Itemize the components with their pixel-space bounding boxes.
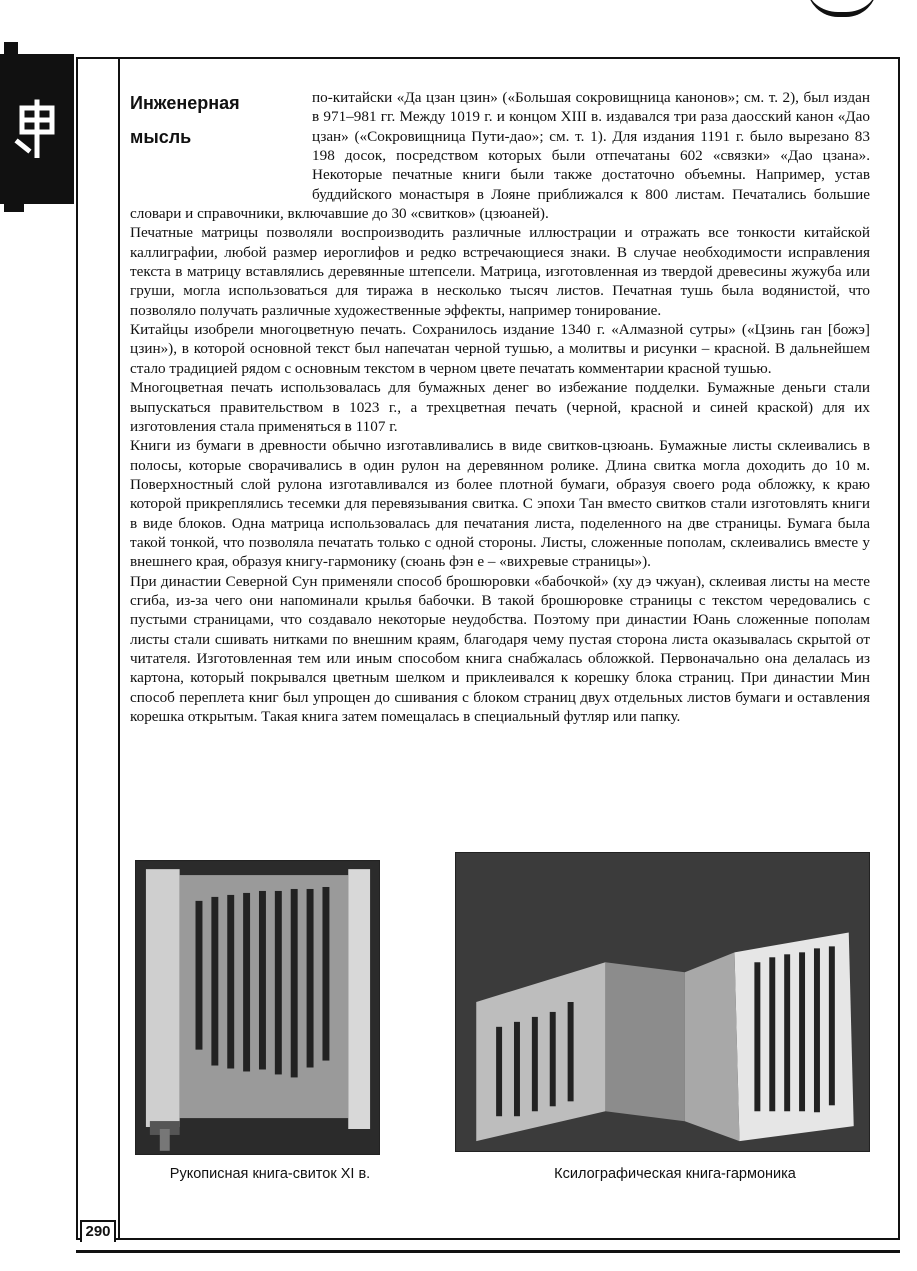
body-text [130, 88, 870, 726]
bottom-rule [76, 1250, 900, 1253]
page-corner-mark [807, 0, 877, 17]
section-title: Инженерная мысль [130, 93, 240, 147]
paragraph-1: по-китайски «Да цзан цзин» («Большая сокровищница канонов»; см. т. 2), был издан в 971–981 гг. Между 1019 г. и концом XIII в. издавался три раза даосский канон «Дао цзан» («Сокровищница Пути-дао»; см. т. 1). Для издания 1191 г. было вырезано 83 198 досок, посредством которых были отпечатаны 602 «связки» «Дао цзана». Некоторые печатные книги были также достаточно объемны. Например, устав буддийского монастыря в Лояне приближался к 800 листам. Печатались большие словари и справочники, включавшие до 30 «свитков» (цзюаней). [130, 89, 870, 223]
chinese-character-icon [14, 98, 60, 158]
tab-tick-bottom [4, 204, 24, 212]
tab-tick-top [4, 42, 18, 54]
figure-accordion-book [455, 852, 870, 1152]
margin-rule [118, 57, 120, 1240]
paragraph-3: Китайцы изобрели многоцветную печать. Сохранилось издание 1340 г. «Алмазной сутры» («Цзинь ган [божэ] цзин»), в которой основной текст был напечатан черной тушью, а молитвы и рисунки – красной. В дальнейшем стало традицией рядом с основным текстом в черном цвете печатать комментарии красной тушью. [130, 321, 870, 377]
accordion-book-photo-icon [456, 853, 869, 1151]
caption-accordion-book: Ксилографическая книга-гармоника [554, 1166, 796, 1182]
title-spacer [130, 88, 312, 204]
paragraph-2: Печатные матрицы позволяли воспроизводить различные иллюстрации и отражать все тонкости китайской каллиграфии, любой размер иероглифов и редко встречающиеся знаки. В случае необходимости исправления текста в матрицу вставлялись деревянные штепсели. Матрица, изготовленная из твердой древесины жужуба или груши, могла использоваться для тиража в несколько тысяч листов. Печатная тушь была водянистой, что позволяло получать различные художественные эффекты, например тонирование. [130, 224, 870, 319]
paragraph-4: Многоцветная печать использовалась для бумажных денег во избежание подделки. Бумажные деньги стали выпускаться правительством в 1023 г., а трехцветная печать (черной, красной и синей краской) для их изготовления стала применяться в 1107 г. [130, 379, 870, 435]
scroll-photo-icon [136, 861, 379, 1154]
caption-scroll: Рукописная книга-свиток XI в. [169, 1166, 371, 1182]
page-number: 290 [80, 1220, 116, 1242]
paragraph-6: При династии Северной Сун применяли способ брошюровки «бабочкой» (ху дэ чжуан), склеивая листы на месте сгиба, из-за чего они напоминали крылья бабочки. В такой брошюровке страницы с текстом чередовались с пустыми страницами, что создавало некоторые неудобства. Поэтому при династии Юань сложенные пополам листы стали сшивать нитками по внешним краям, благодаря чему пустая сторона листа оказывалась скрытой от читателя. Изготовленная тем или иным способом книга снабжалась обложкой. Первоначально она делалась из картона, который покрывался цветным шелком и приклеивался к корешку блока страниц. При династии Мин способ переплета книг был упрощен до сшивания с блоком страниц двух отдельных листов бумаги и оставления корешка открытым. Такая книга затем помещалась в специальный футляр или папку. [130, 572, 870, 725]
paragraph-5: Книги из бумаги в древности обычно изготавливались в виде свитков-цзюань. Бумажные листы склеивались в полосы, которые сворачивались в один рулон на деревянном ролике. Длина свитка могла доходить до 10 м. Поверхностный слой рулона изготавливался из более плотной бумаги, образуя своего рода обложку, к краю которой прикреплялись тесемки для перевязывания свитка. С эпохи Тан вместо свитков стали изготовлять книги в виде блоков. Одна матрица использовалась для печатания листа, поделенного на две страницы. Бумага была такой тонкой, что позволяла печатать только с одной стороны. Листы, сложенные пополам, склеивались вместе у внешнего края, образуя книгу-гармонику (сюань фэн е – «вихревые страницы»). [130, 437, 870, 571]
chapter-tab [0, 54, 74, 204]
figure-scroll [135, 860, 380, 1155]
